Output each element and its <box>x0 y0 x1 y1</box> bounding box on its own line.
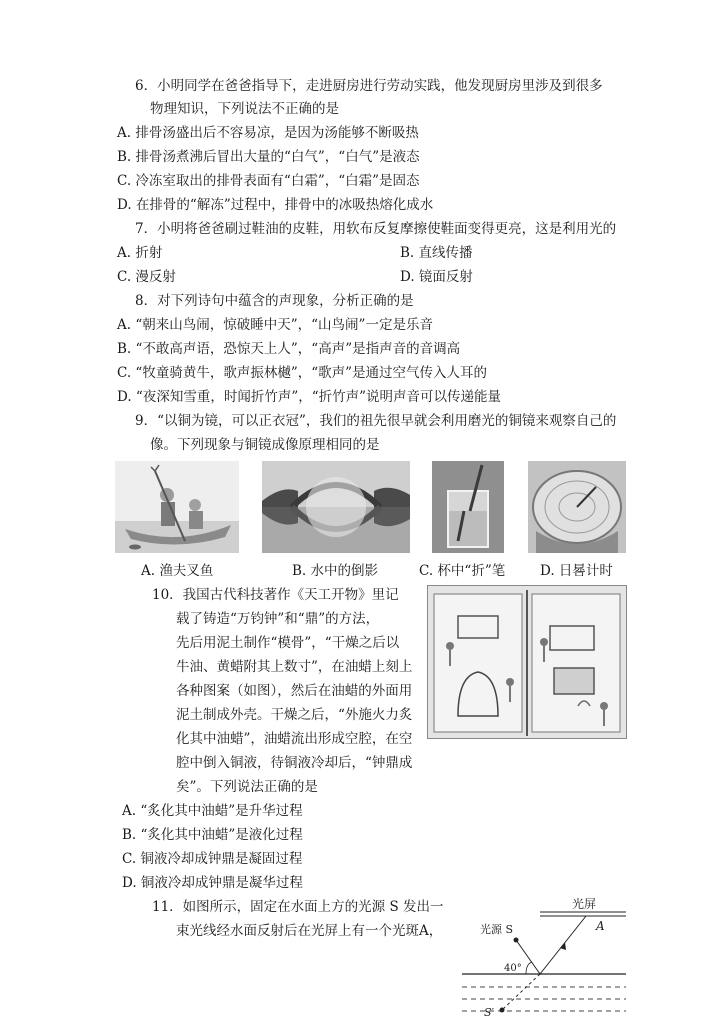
q10-stem-line9: 矣”。下列说法正确的是 <box>176 779 318 795</box>
sundial-drawing <box>528 461 626 553</box>
q10-stem-line4: 牛油、黄蜡附其上数寸”，在油蜡上刻上 <box>176 659 413 675</box>
q8-option-c: C. “牧童骑黄牛，歌声振林樾”，“歌声”是通过空气传入人耳的 <box>117 365 488 381</box>
q10-option-c: C. 铜液冷却成钟鼎是凝固过程 <box>122 851 303 867</box>
reflection-diagram <box>462 892 628 1018</box>
q9-option-b: B. 水中的倒影 <box>292 563 379 579</box>
q8-option-d: D. “夜深知雪重，时闻折竹声”，“折竹声”说明声音可以传递能量 <box>117 389 502 405</box>
q8-stem: 8．对下列诗句中蕴含的声现象，分析正确的是 <box>135 293 414 309</box>
q10-option-b: B. “炙化其中油蜡”是液化过程 <box>122 827 303 843</box>
q6-stem-line1: 6．小明同学在爸爸指导下，走进厨房进行劳动实践，他发现厨房里涉及到很多 <box>135 78 603 94</box>
q10-stem-line5: 各种图案（如图），然后在油蜡的外面用 <box>176 683 413 699</box>
q9-option-d: D. 日晷计时 <box>540 563 613 579</box>
pencil-in-cup-drawing <box>432 461 504 553</box>
q10-option-a: A. “炙化其中油蜡”是升华过程 <box>122 803 303 819</box>
q6-option-d: D. 在排骨的“解冻”过程中，排骨中的冰吸热熔化成水 <box>117 197 434 213</box>
q10-stem-line2: 载了铸造“万钧钟”和“鼎”的方法， <box>176 611 380 627</box>
sundial-image <box>528 461 626 553</box>
tiangong-kaiwu-illustration <box>427 585 627 739</box>
angle-label: 40° <box>504 963 522 974</box>
q10-stem-line1: 10．我国古代科技著作《天工开物》里记 <box>152 587 399 603</box>
q11-stem-line2: 束光线经水面反射后在光屏上有一个光斑A， <box>176 923 443 939</box>
source-label: 光源 S <box>480 923 514 936</box>
screen-label: 光屏 <box>572 897 597 911</box>
reflected-ray-arrow <box>560 942 566 950</box>
q7-option-a: A. 折射 <box>117 245 163 261</box>
angle-arc <box>526 962 532 974</box>
q6-option-c: C. 冷冻室取出的排骨表面有“白霜”，“白霜”是固态 <box>117 173 420 189</box>
q9-option-c: C. 杯中“折”笔 <box>419 563 506 579</box>
fisherman-drawing <box>115 461 239 553</box>
q10-stem-line6: 泥土制成外壳。干燥之后，“外施火力炙 <box>176 707 413 723</box>
bridge-reflection-image <box>262 461 410 553</box>
q7-option-c: C. 漫反射 <box>117 269 176 285</box>
q7-option-d: D. 镜面反射 <box>400 269 473 285</box>
fisherman-image <box>115 461 239 553</box>
tiangong-kaiwu-drawing <box>428 586 626 738</box>
q10-stem-line7: 化其中油蜡”，油蜡流出形成空腔，在空 <box>176 731 413 747</box>
q10-option-d: D. 铜液冷却成钟鼎是凝华过程 <box>122 875 303 891</box>
pencil-in-cup-image <box>432 461 504 553</box>
bridge-reflection-drawing <box>262 461 410 553</box>
q9-option-a: A. 渔夫叉鱼 <box>141 563 214 579</box>
q8-option-a: A. “朝来山鸟闹，惊破睡中天”，“山鸟闹”一定是乐音 <box>117 317 433 333</box>
q9-stem-line2: 像。下列现象与铜镜成像原理相同的是 <box>150 437 380 453</box>
q7-stem: 7．小明将爸爸刷过鞋油的皮鞋，用软布反复摩擦使鞋面变得更亮，这是利用光的 <box>135 221 617 237</box>
q11-stem-line1: 11．如图所示，固定在水面上方的光源 S 发出一 <box>152 899 444 915</box>
spot-label: A <box>596 919 605 933</box>
q10-stem-line3: 先后用泥土制作“模骨”，“干燥之后以 <box>176 635 400 651</box>
q8-option-b: B. “不敢高声语，恐惊天上人”，“高声”是指声音的音调高 <box>117 341 461 357</box>
q7-option-b: B. 直线传播 <box>400 245 473 261</box>
q10-stem-line8: 腔中倒入铜液，待铜液冷却后，“钟鼎成 <box>176 755 413 771</box>
virtual-image-point <box>500 1008 505 1013</box>
q9-stem-line1: 9．“以铜为镜，可以正衣冠”，我们的祖先很早就会利用磨光的铜镜来观察自己的 <box>135 413 617 429</box>
q6-option-b: B. 排骨汤煮沸后冒出大量的“白气”，“白气”是液态 <box>117 149 420 165</box>
q6-option-a: A. 排骨汤盛出后不容易凉，是因为汤能够不断吸热 <box>117 125 419 141</box>
image-label: S′ <box>484 1006 495 1018</box>
virtual-ray <box>502 974 540 1010</box>
q6-stem-line2: 物理知识，下列说法不正确的是 <box>150 101 339 117</box>
